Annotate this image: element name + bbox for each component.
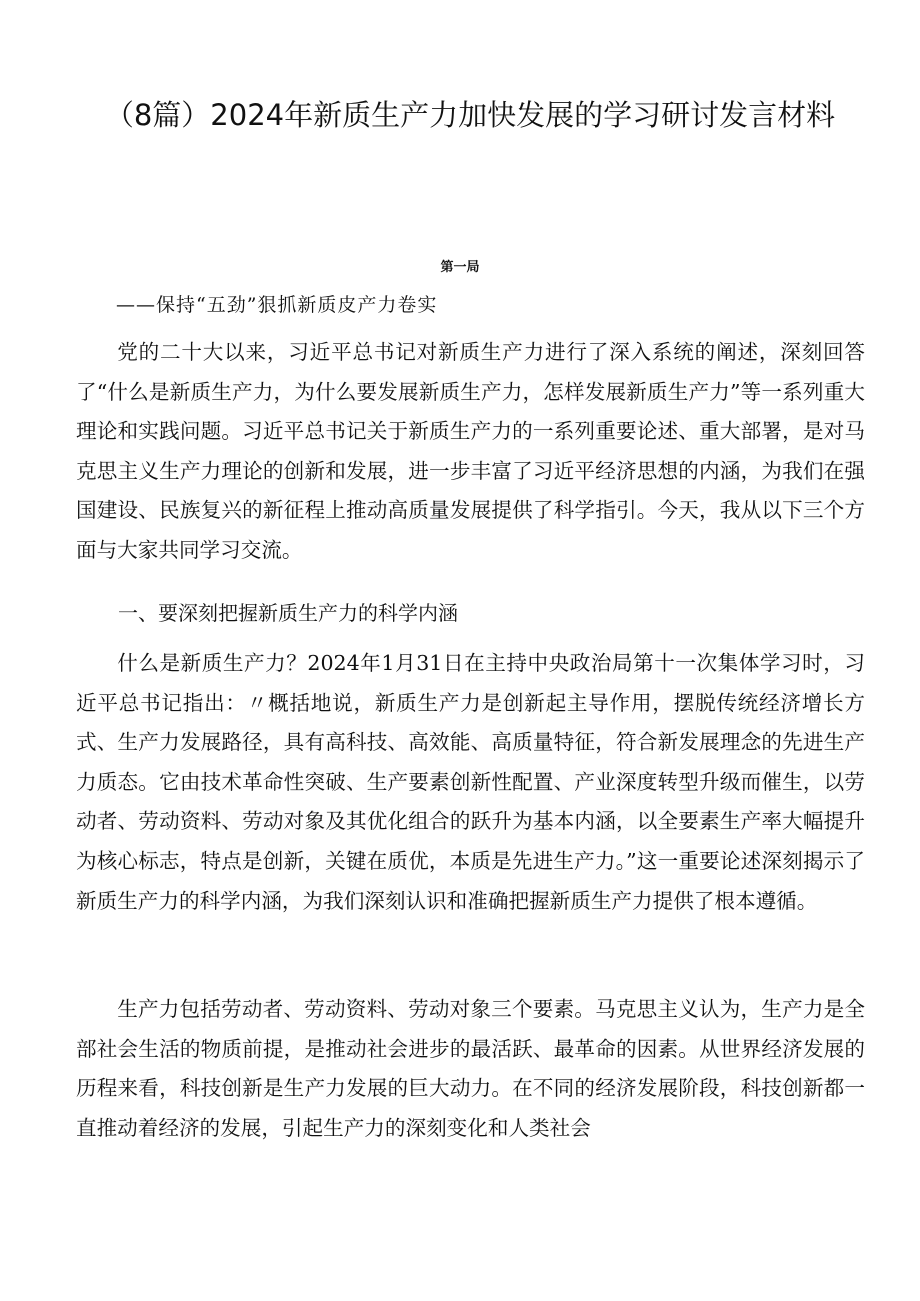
paragraph-intro: 党的二十大以来，习近平总书记对新质生产力进行了深入系统的阐述，深刻回答了“什么是新质生产力，为什么要发展新质生产力，怎样发展新质生产力”等一系列重大理论和实践问题。习近平总书记关于新质生产力的一系列重要论述、重大部署，是对马克思主义生产力理论的创新和发展，进一步丰富了习近平经济思想的内涵，为我们在强国建设、民族复兴的新征程上推动高质量发展提供了科学指引。今天，我从以下三个方面与大家共同学习交流。 bbox=[76, 340, 865, 562]
paragraph-definition: 什么是新质生产力？2024年1月31日在主持中央政治局第十一次集体学习时，习近平总书记指出：〃概括地说，新质生产力是创新起主导作用，摆脱传统经济增长方式、生产力发展路径，具有高科技、高效能、高质量特征，符合新发展理念的先进生产力质态。它由技术革命性突破、生产要素创新性配置、产业深度转型升级而催生，以劳动者、劳动资料、劳动对象及其优化组合的跃升为基本内涵，以全要素生产率大幅提升为核心标志，特点是创新，关键在质优，本质是先进生产力。”这一重要论述深刻揭示了新质生产力的科学内涵，为我们深刻认识和准确把握新质生产力提供了根本遵循。 bbox=[76, 651, 865, 913]
document-title: （8篇）2024年新质生产力加快发展的学习研讨发言材料 bbox=[104, 98, 836, 132]
subtitle: ——保持“五劲”狠抓新质皮产力卷实 bbox=[116, 294, 438, 316]
part-label: 第一局 bbox=[440, 260, 480, 275]
section-heading: 一、要深刻把握新质生产力的科学内涵 bbox=[118, 601, 458, 625]
paragraph-productivity: 生产力包括劳动者、劳动资料、劳动对象三个要素。马克思主义认为，生产力是全部社会生活的物质前提，是推动社会进步的最活跃、最革命的因素。从世界经济发展的历程来看，科技创新是生产力发展的巨大动力。在不同的经济发展阶段，科技创新都一直推动着经济的发展，引起生产力的深刻变化和人类社会 bbox=[76, 997, 865, 1140]
